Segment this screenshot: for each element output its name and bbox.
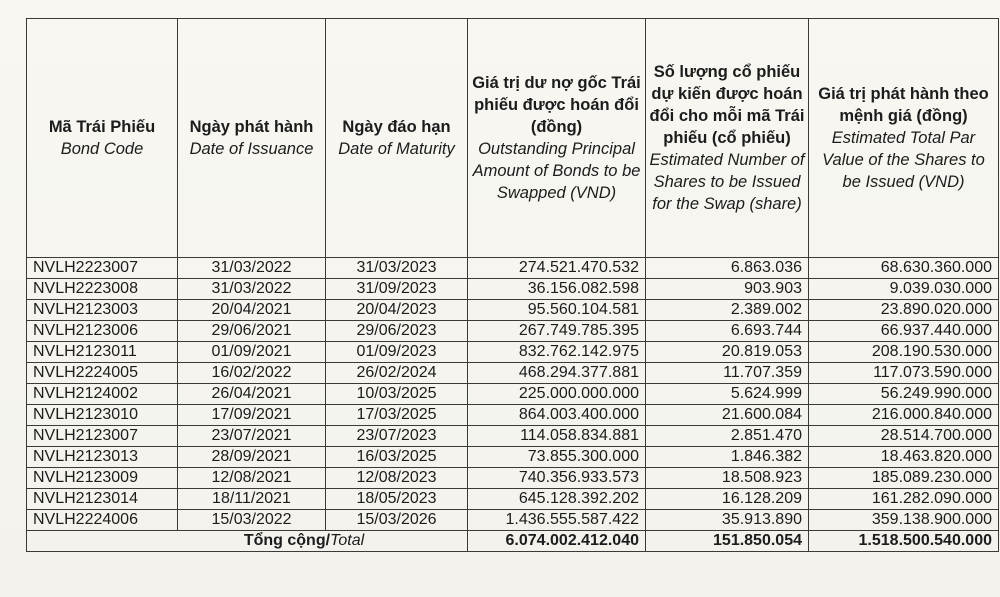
maturity-date-cell: 29/06/2023 xyxy=(326,321,468,342)
issuance-date-cell: 01/09/2021 xyxy=(178,342,326,363)
maturity-date-cell: 31/09/2023 xyxy=(326,279,468,300)
shares-cell: 903.903 xyxy=(646,279,809,300)
par-value-cell: 68.630.360.000 xyxy=(809,258,999,279)
bond-code-cell: NVLH2123007 xyxy=(27,426,178,447)
maturity-date-cell: 26/02/2024 xyxy=(326,363,468,384)
par-value-cell: 56.249.990.000 xyxy=(809,384,999,405)
issuance-date-cell: 26/04/2021 xyxy=(178,384,326,405)
shares-cell: 2.389.002 xyxy=(646,300,809,321)
total-label-vi: Tổng cộng/ xyxy=(243,532,331,549)
total-row xyxy=(27,531,999,552)
table-row xyxy=(27,279,999,300)
maturity-date-cell: 16/03/2025 xyxy=(326,447,468,468)
principal-cell: 95.560.104.581 xyxy=(468,300,646,321)
issuance-date-cell: 12/08/2021 xyxy=(178,468,326,489)
par-value-cell: 23.890.020.000 xyxy=(809,300,999,321)
bond-code-cell: NVLH2223008 xyxy=(27,279,178,300)
issuance-date-cell: 28/09/2021 xyxy=(178,447,326,468)
maturity-date-cell: 20/04/2023 xyxy=(326,300,468,321)
principal-cell: 73.855.300.000 xyxy=(468,447,646,468)
issuance-date-cell: 29/06/2021 xyxy=(178,321,326,342)
bond-code-cell: NVLH2123003 xyxy=(27,300,178,321)
par-value-cell: 185.089.230.000 xyxy=(809,468,999,489)
issuance-date-cell: 31/03/2022 xyxy=(178,258,326,279)
shares-cell: 5.624.999 xyxy=(646,384,809,405)
maturity-date-cell: 01/09/2023 xyxy=(326,342,468,363)
shares-cell: 20.819.053 xyxy=(646,342,809,363)
header-estimated-shares: Số lượng cổ phiếu dự kiến được hoán đổi cho mỗi mã Trái phiếu (cổ phiếu) Estimated Number of Shares to be Issued for the Swap (share) xyxy=(646,19,809,258)
shares-cell: 21.600.084 xyxy=(646,405,809,426)
header-outstanding-principal: Giá trị dư nợ gốc Trái phiếu được hoán đổi (đồng) Outstanding Principal Amount of Bonds to be Swapped (VND) xyxy=(468,19,646,258)
par-value-cell: 216.000.840.000 xyxy=(809,405,999,426)
header-date-of-maturity: Ngày đáo hạn Date of Maturity xyxy=(326,19,468,258)
bond-code-cell: NVLH2224006 xyxy=(27,510,178,531)
total-par-value: 1.518.500.540.000 xyxy=(809,531,999,552)
shares-cell: 18.508.923 xyxy=(646,468,809,489)
maturity-date-cell: 10/03/2025 xyxy=(326,384,468,405)
header-bond-code: Mã Trái Phiếu Bond Code xyxy=(27,19,178,258)
principal-cell: 1.436.555.587.422 xyxy=(468,510,646,531)
principal-cell: 267.749.785.395 xyxy=(468,321,646,342)
bond-code-cell: NVLH2123013 xyxy=(27,447,178,468)
bond-code-cell: NVLH2123006 xyxy=(27,321,178,342)
maturity-date-cell: 15/03/2026 xyxy=(326,510,468,531)
header-par-value: Giá trị phát hành theo mệnh giá (đồng) Estimated Total Par Value of the Shares to be Issued (VND) xyxy=(809,19,999,258)
principal-cell: 274.521.470.532 xyxy=(468,258,646,279)
table-row xyxy=(27,321,999,342)
issuance-date-cell: 16/02/2022 xyxy=(178,363,326,384)
table-row xyxy=(27,258,999,279)
shares-cell: 35.913.890 xyxy=(646,510,809,531)
maturity-date-cell: 23/07/2023 xyxy=(326,426,468,447)
par-value-cell: 359.138.900.000 xyxy=(809,510,999,531)
issuance-date-cell: 17/09/2021 xyxy=(178,405,326,426)
shares-cell: 6.693.744 xyxy=(646,321,809,342)
table-row xyxy=(27,300,999,321)
header-date-of-issuance: Ngày phát hành Date of Issuance xyxy=(178,19,326,258)
bond-code-cell: NVLH2123011 xyxy=(27,342,178,363)
total-label-en: Total xyxy=(330,532,365,549)
principal-cell: 832.762.142.975 xyxy=(468,342,646,363)
bond-code-cell: NVLH2123010 xyxy=(27,405,178,426)
maturity-date-cell: 31/03/2023 xyxy=(326,258,468,279)
table-header-row xyxy=(27,19,999,258)
table-row xyxy=(27,510,999,531)
table-row xyxy=(27,426,999,447)
table-row xyxy=(27,468,999,489)
bond-code-cell: NVLH2124002 xyxy=(27,384,178,405)
shares-cell: 1.846.382 xyxy=(646,447,809,468)
table-row xyxy=(27,384,999,405)
table-row xyxy=(27,342,999,363)
table-row xyxy=(27,405,999,426)
table-row xyxy=(27,447,999,468)
table-body xyxy=(27,258,999,552)
total-principal: 6.074.002.412.040 xyxy=(468,531,646,552)
principal-cell: 36.156.082.598 xyxy=(468,279,646,300)
par-value-cell: 9.039.030.000 xyxy=(809,279,999,300)
par-value-cell: 117.073.590.000 xyxy=(809,363,999,384)
total-label xyxy=(27,531,468,552)
principal-cell: 645.128.392.202 xyxy=(468,489,646,510)
bond-swap-table xyxy=(26,18,999,552)
bond-code-cell: NVLH2223007 xyxy=(27,258,178,279)
principal-cell: 114.058.834.881 xyxy=(468,426,646,447)
bond-code-cell: NVLH2224005 xyxy=(27,363,178,384)
principal-cell: 468.294.377.881 xyxy=(468,363,646,384)
shares-cell: 6.863.036 xyxy=(646,258,809,279)
issuance-date-cell: 20/04/2021 xyxy=(178,300,326,321)
issuance-date-cell: 23/07/2021 xyxy=(178,426,326,447)
bond-code-cell: NVLH2123014 xyxy=(27,489,178,510)
par-value-cell: 208.190.530.000 xyxy=(809,342,999,363)
shares-cell: 16.128.209 xyxy=(646,489,809,510)
shares-cell: 2.851.470 xyxy=(646,426,809,447)
maturity-date-cell: 18/05/2023 xyxy=(326,489,468,510)
total-shares: 151.850.054 xyxy=(646,531,809,552)
principal-cell: 864.003.400.000 xyxy=(468,405,646,426)
table-row xyxy=(27,363,999,384)
table-row xyxy=(27,489,999,510)
issuance-date-cell: 18/11/2021 xyxy=(178,489,326,510)
issuance-date-cell: 31/03/2022 xyxy=(178,279,326,300)
shares-cell: 11.707.359 xyxy=(646,363,809,384)
principal-cell: 225.000.000.000 xyxy=(468,384,646,405)
maturity-date-cell: 17/03/2025 xyxy=(326,405,468,426)
issuance-date-cell: 15/03/2022 xyxy=(178,510,326,531)
bond-code-cell: NVLH2123009 xyxy=(27,468,178,489)
par-value-cell: 161.282.090.000 xyxy=(809,489,999,510)
par-value-cell: 18.463.820.000 xyxy=(809,447,999,468)
maturity-date-cell: 12/08/2023 xyxy=(326,468,468,489)
principal-cell: 740.356.933.573 xyxy=(468,468,646,489)
par-value-cell: 28.514.700.000 xyxy=(809,426,999,447)
par-value-cell: 66.937.440.000 xyxy=(809,321,999,342)
